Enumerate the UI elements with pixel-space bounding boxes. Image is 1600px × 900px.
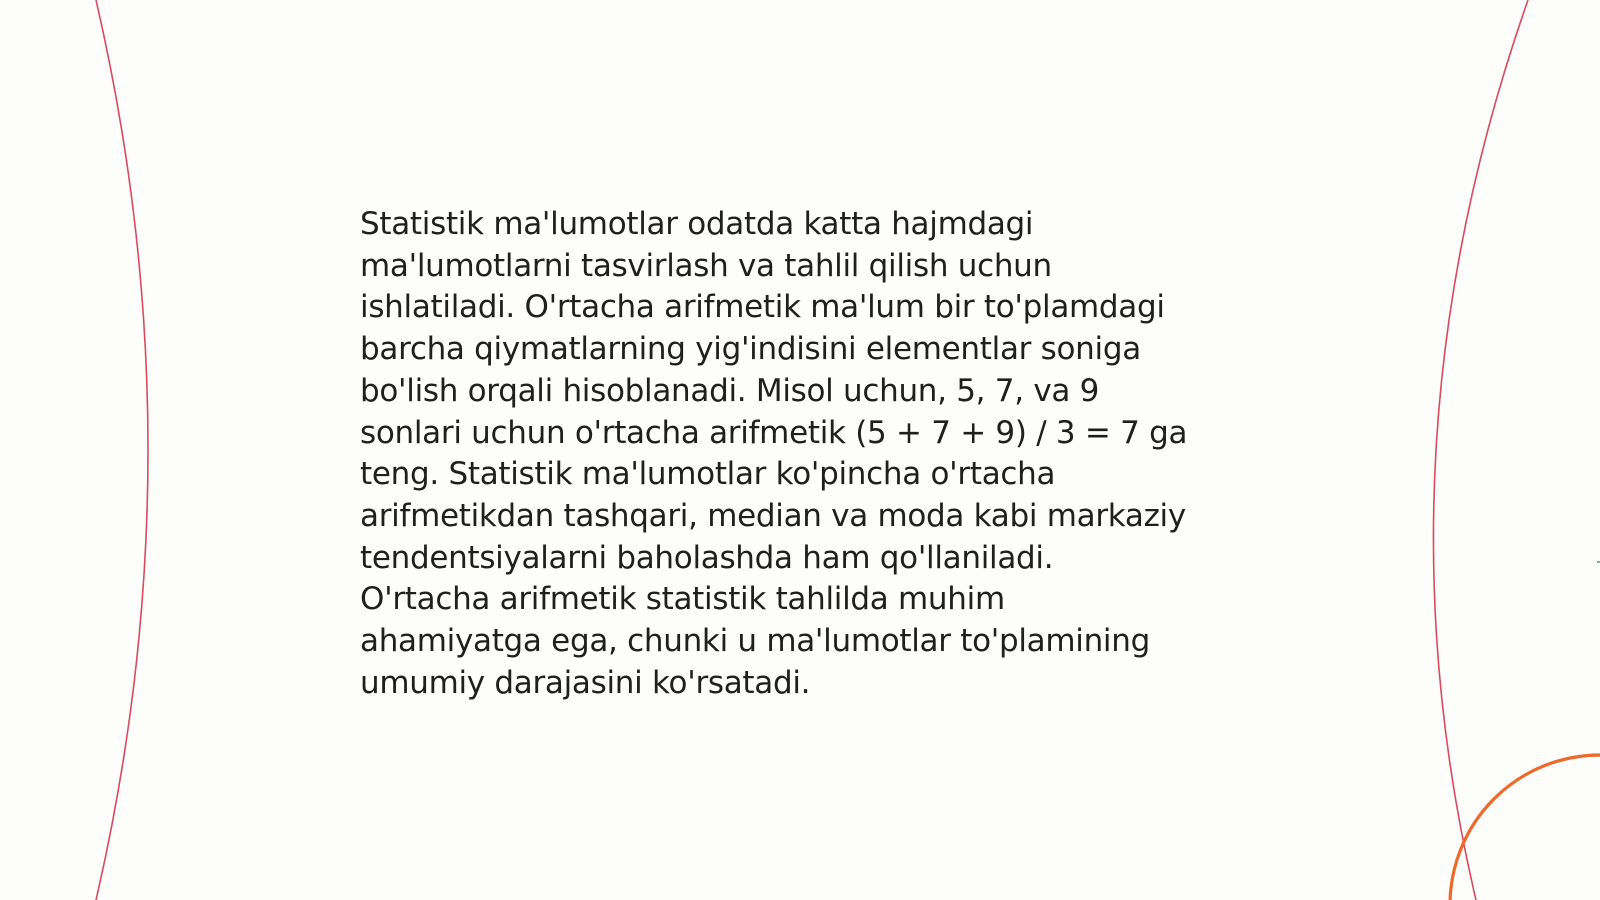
left-arc-line [96, 0, 148, 900]
body-paragraph: Statistik ma'lumotlar odatda katta hajmdagi ma'lumotlarni tasvirlash va tahlil qilish uchun ishlatiladi. O'rtacha arifmetik ma'lum bir to'plamdagi barcha qiymatlarning yig'indisini elementlar soniga bo'lish orqali hisoblanadi. Misol uchun, 5, 7, va 9 sonlari uchun o'rtacha arifmetik (5 + 7 + 9) / 3 = 7 ga teng. Statistik ma'lumotlar ko'pincha o'rtacha arifmetikdan tashqari, median va moda kabi markaziy tendentsiyalarni baholashda ham qo'llaniladi. O'rtacha arifmetik statistik tahlilda muhim ahamiyatga ega, chunki u ma'lumotlar to'plamining umumiy darajasini ko'rsatadi. [360, 206, 1188, 701]
orange-circle-accent [1450, 755, 1600, 900]
right-arc-line [1433, 0, 1528, 900]
